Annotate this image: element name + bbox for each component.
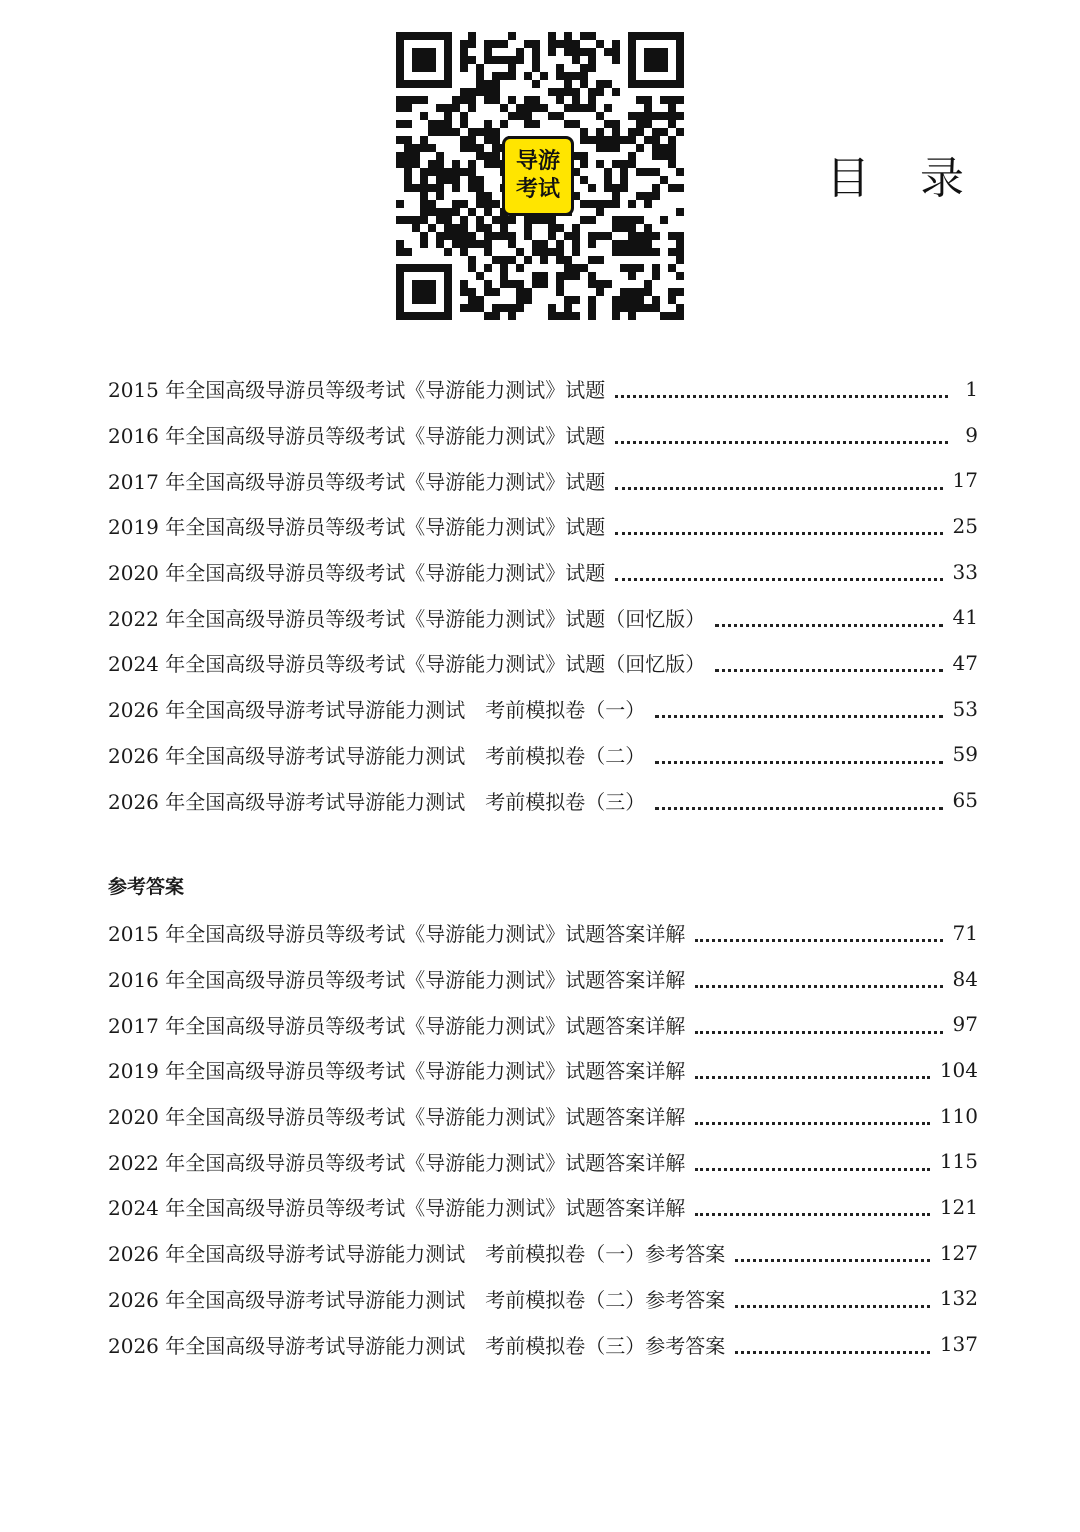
toc-entry	[108, 1138, 978, 1184]
toc-entry-title: 2017 年全国高级导游员等级考试《导游能力测试》试题答案详解	[108, 1013, 686, 1038]
toc-leader-dots	[615, 389, 948, 398]
toc-entry	[108, 366, 978, 412]
qr-badge-line1: 导游	[515, 149, 560, 174]
toc-entry-title: 2026 年全国高级导游考试导游能力测试 考前模拟卷（一）参考答案	[108, 1242, 726, 1267]
toc-entry-title: 2024 年全国高级导游员等级考试《导游能力测试》试题（回忆版）	[108, 652, 706, 677]
toc-entry-title: 2020 年全国高级导游员等级考试《导游能力测试》试题	[108, 561, 606, 586]
toc-entry-page: 104	[939, 1057, 978, 1082]
toc-entry-title: 2016 年全国高级导游员等级考试《导游能力测试》试题答案详解	[108, 968, 686, 993]
toc-entry-title: 2019 年全国高级导游员等级考试《导游能力测试》试题答案详解	[108, 1059, 686, 1084]
toc-entry-title: 2022 年全国高级导游员等级考试《导游能力测试》试题（回忆版）	[108, 606, 706, 631]
toc-entry-title: 2015 年全国高级导游员等级考试《导游能力测试》试题	[108, 378, 606, 403]
toc-entry-page: 132	[939, 1286, 978, 1311]
toc-entry	[108, 910, 978, 956]
toc-leader-dots	[615, 572, 942, 581]
toc-entry	[108, 503, 978, 549]
toc-entry-title: 2015 年全国高级导游员等级考试《导游能力测试》试题答案详解	[108, 922, 686, 947]
toc-entry	[108, 549, 978, 595]
toc-answers-list	[108, 910, 978, 1367]
page-title: 目录	[826, 153, 1014, 204]
qr-logo-badge	[502, 136, 574, 216]
toc-leader-dots	[615, 435, 948, 444]
toc-entry	[108, 457, 978, 503]
toc-leader-dots	[655, 801, 942, 810]
toc-leader-dots	[695, 979, 942, 988]
toc-entry-title: 2026 年全国高级导游考试导游能力测试 考前模拟卷（一）	[108, 698, 646, 723]
toc-entry-title: 2019 年全国高级导游员等级考试《导游能力测试》试题	[108, 515, 606, 540]
toc-entry	[108, 1047, 978, 1093]
toc-entry	[108, 1321, 978, 1367]
toc-entry-page: 9	[965, 422, 978, 447]
toc-entry	[108, 412, 978, 458]
toc-entry-title: 2026 年全国高级导游考试导游能力测试 考前模拟卷（三）参考答案	[108, 1333, 726, 1358]
toc-entry-title: 2016 年全国高级导游员等级考试《导游能力测试》试题	[108, 424, 606, 449]
toc-leader-dots	[715, 663, 942, 672]
toc-entry-page: 47	[952, 650, 978, 675]
toc-leader-dots	[735, 1299, 930, 1308]
toc-entry-page: 1	[965, 376, 978, 401]
toc-entry	[108, 1230, 978, 1276]
toc-entry-page: 17	[952, 468, 978, 493]
qr-badge-line2: 考试	[515, 177, 560, 202]
toc-leader-dots	[735, 1253, 930, 1262]
toc-entry-page: 110	[939, 1103, 978, 1128]
toc-entry-page: 65	[952, 788, 978, 813]
toc-entry	[108, 1001, 978, 1047]
toc-leader-dots	[735, 1345, 930, 1354]
toc-entry-page: 59	[952, 742, 978, 767]
toc-entry	[108, 732, 978, 778]
toc-entry-title: 2017 年全国高级导游员等级考试《导游能力测试》试题	[108, 469, 606, 494]
toc-entry-page: 25	[952, 513, 978, 538]
toc-entry-page: 53	[952, 696, 978, 721]
toc-leader-dots	[615, 526, 942, 535]
toc-entry-page: 127	[939, 1240, 978, 1265]
toc-entry	[108, 777, 978, 823]
toc-entry	[108, 640, 978, 686]
toc-entry-title: 2026 年全国高级导游考试导游能力测试 考前模拟卷（二）	[108, 743, 646, 768]
toc-entry	[108, 1276, 978, 1322]
toc-leader-dots	[695, 1025, 942, 1034]
answers-heading: 参考答案	[108, 876, 185, 898]
toc-entry	[108, 1093, 978, 1139]
toc-leader-dots	[695, 1070, 930, 1079]
toc-main-list	[108, 366, 978, 823]
toc-leader-dots	[655, 709, 942, 718]
toc-entry-page: 121	[939, 1194, 978, 1219]
toc-entry-page: 115	[939, 1149, 978, 1174]
toc-entry	[108, 1184, 978, 1230]
toc-leader-dots	[655, 755, 942, 764]
toc-entry-page: 33	[952, 559, 978, 584]
qr-code	[396, 32, 684, 320]
toc-leader-dots	[695, 1162, 930, 1171]
toc-entry-title: 2024 年全国高级导游员等级考试《导游能力测试》试题答案详解	[108, 1196, 686, 1221]
toc-entry-page: 71	[952, 920, 978, 945]
toc-leader-dots	[695, 1207, 930, 1216]
toc-entry-title: 2022 年全国高级导游员等级考试《导游能力测试》试题答案详解	[108, 1150, 686, 1175]
toc-leader-dots	[615, 481, 942, 490]
toc-entry	[108, 594, 978, 640]
toc-leader-dots	[695, 933, 942, 942]
toc-entry-page: 97	[952, 1012, 978, 1037]
toc-entry-page: 137	[939, 1332, 978, 1357]
toc-entry-title: 2026 年全国高级导游考试导游能力测试 考前模拟卷（三）	[108, 789, 646, 814]
toc-entry-title: 2026 年全国高级导游考试导游能力测试 考前模拟卷（二）参考答案	[108, 1287, 726, 1312]
toc-entry-page: 41	[952, 605, 978, 630]
toc-entry	[108, 686, 978, 732]
toc-entry	[108, 956, 978, 1002]
toc-entry-page: 84	[952, 966, 978, 991]
toc-entry-title: 2020 年全国高级导游员等级考试《导游能力测试》试题答案详解	[108, 1105, 686, 1130]
toc-leader-dots	[695, 1116, 930, 1125]
toc-leader-dots	[715, 618, 942, 627]
